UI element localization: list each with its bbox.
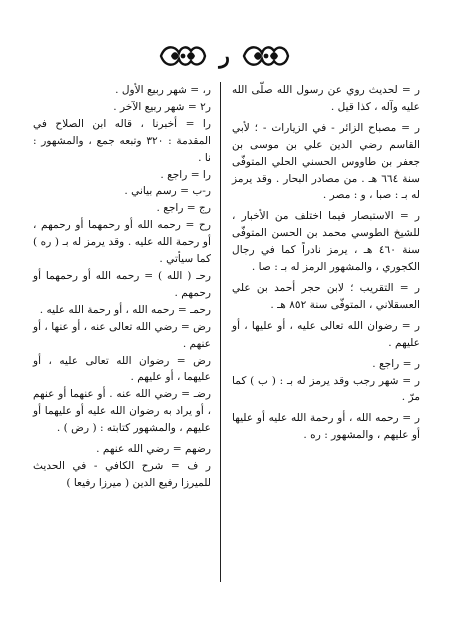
header-letter: ر	[219, 43, 230, 69]
entry: رضـ = رضي الله عنه . أو عنهما أو عنهم ، أو يراد به رضوان الله عليه أو عليهما أو عليهم ، والمشهور كتابته : ( رض ) .	[33, 388, 211, 435]
left-ornament-icon	[157, 41, 209, 71]
entry: رضهم = رضي الله عنهم .	[96, 443, 211, 456]
left-column	[33, 82, 211, 492]
entry: ر = شهر رجب وقد يرمز له بـ : ( ب ) كما مرّ .	[232, 374, 420, 404]
entry: رحـ ( الله ) = رحمه الله أو رحمهما أو رحمهم .	[33, 269, 211, 299]
entry: ر ف = شرح الكافي - في الحديث للميرزا رفيع الدين ( ميرزا رفيعا )	[33, 459, 211, 489]
entry: را = راجع .	[160, 168, 211, 181]
entry: رحمـ = رحمه الله ، أو رحمة الله عليه .	[39, 303, 211, 316]
entry: ر = التقريب ؛ لابن حجر أحمد بن علي العسقلاني ، المتوفّى سنة ٨٥٢ هـ .	[232, 281, 420, 311]
page-header	[0, 38, 449, 74]
entry: ر = رحمه الله ، أو رحمة الله عليه أو عليها أو عليهم ، والمشهور : ره .	[232, 412, 420, 442]
entry: ر = راجع .	[372, 357, 420, 370]
entry: ر = مصباح الزائر - في الزيارات - ؛ لأبي القاسم رضي الدين علي بن موسى بن جعفر بن طاووس الحسني الحلي المتوفّى سنة ٦٦٤ هـ . من مصادر البحار . وقد يرمز له بـ : صبا ، و : مصر .	[232, 121, 420, 202]
entry: ر = الاستبصار فيما اختلف من الأخبار ، للشيخ الطوسي محمد بن الحسن المتوفّى سنة ٤٦٠ هـ ، يرمز نادراً كما في رجال الكجوري ، والمشهور الرمز له بـ : صا .	[232, 210, 421, 274]
entry: رج = راجع .	[156, 202, 211, 215]
entry: رح = رحمه الله أو رحمهما أو رحمهم ، أو رحمة الله عليه . وقد يرمز له بـ ( ره ) كما سيأتي .	[33, 219, 211, 266]
entry: ر، = شهر ربيع الأول .	[115, 84, 211, 96]
entry: ر٢ = شهر ربيع الآخر .	[113, 100, 211, 113]
column-divider	[220, 82, 221, 582]
entry: رض = رضوان الله تعالى عليه ، أو عليهما ، أو عليهم .	[33, 354, 211, 384]
entry: ر-ب = رسم بياني .	[124, 185, 211, 198]
entry: ر = لحديث روي عن رسول الله صلّى الله عليه وآله ، كذا قيل .	[232, 84, 420, 113]
right-ornament-icon	[240, 41, 292, 71]
right-column	[232, 82, 420, 448]
entry: ر = رضوان الله تعالى عليه ، أو عليها ، أو عليهم .	[232, 319, 420, 349]
entry: را = أخبرنا ، قاله ابن الصلاح في المقدمة : ٣٢٠ وتبعه جمع ، والمشهور : نا .	[33, 117, 211, 164]
entry: رض = رضي الله تعالى عنه ، أو عنها ، أو عنهم .	[33, 320, 211, 350]
